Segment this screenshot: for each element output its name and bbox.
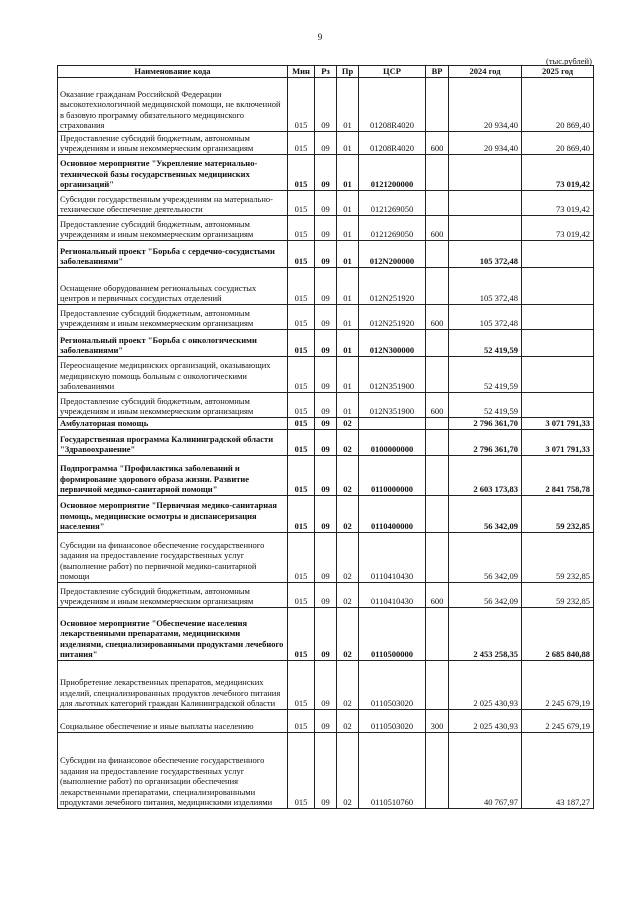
- cell-2025: [522, 357, 594, 393]
- cell-2024: 2 025 430,93: [449, 710, 522, 733]
- cell-name: Оснащение оборудованием региональных сосудистых центров и первичных сосудистых отделений: [58, 268, 288, 305]
- cell-2024: 2 796 361,70: [449, 418, 522, 430]
- cell-rz: 09: [315, 78, 337, 132]
- cell-vr: 600: [426, 305, 449, 330]
- cell-min: 015: [288, 661, 315, 710]
- table-row: [58, 330, 594, 357]
- cell-name: Основное мероприятие "Обеспечение населения лекарственными препаратами, медицинскими изделиями, специализированными продуктами лечебного питания": [58, 608, 288, 661]
- cell-min: 015: [288, 305, 315, 330]
- table-row: [58, 241, 594, 268]
- table-row: [58, 393, 594, 418]
- cell-pr: 02: [337, 733, 359, 809]
- cell-vr: [426, 608, 449, 661]
- units-note: (тыс.рублей): [546, 56, 592, 66]
- cell-rz: 09: [315, 132, 337, 155]
- cell-2024: 105 372,48: [449, 241, 522, 268]
- cell-2024: 52 419,59: [449, 357, 522, 393]
- cell-pr: 02: [337, 583, 359, 608]
- cell-2024: 20 934,40: [449, 78, 522, 132]
- cell-name: Субсидии на финансовое обеспечение государственного задания на предоставление государственных услуг (выполнение работ) по первичной медико-санитарной помощи: [58, 533, 288, 583]
- cell-2024: 105 372,48: [449, 305, 522, 330]
- cell-csr: 0110503020: [359, 661, 426, 710]
- cell-rz: 09: [315, 216, 337, 241]
- cell-rz: 09: [315, 418, 337, 430]
- cell-name: Предоставление субсидий бюджетным, автономным учреждениям и иным некоммерческим организациям: [58, 305, 288, 330]
- cell-2025: [522, 330, 594, 357]
- cell-min: 015: [288, 78, 315, 132]
- cell-2025: 43 187,27: [522, 733, 594, 809]
- cell-vr: [426, 496, 449, 533]
- cell-2024: 2 025 430,93: [449, 661, 522, 710]
- cell-rz: 09: [315, 357, 337, 393]
- cell-2025: 73 019,42: [522, 191, 594, 216]
- cell-rz: 09: [315, 241, 337, 268]
- header-2024: 2024 год: [449, 66, 522, 78]
- cell-min: 015: [288, 155, 315, 191]
- cell-2024: 40 767,97: [449, 733, 522, 809]
- cell-pr: 01: [337, 78, 359, 132]
- table-row: [58, 418, 594, 430]
- cell-rz: 09: [315, 393, 337, 418]
- cell-vr: [426, 456, 449, 496]
- cell-vr: [426, 78, 449, 132]
- cell-min: 015: [288, 241, 315, 268]
- cell-pr: 02: [337, 456, 359, 496]
- cell-pr: 01: [337, 330, 359, 357]
- table-row: [58, 268, 594, 305]
- cell-min: 015: [288, 357, 315, 393]
- cell-csr: 0110510760: [359, 733, 426, 809]
- cell-2024: 20 934,40: [449, 132, 522, 155]
- cell-min: 015: [288, 583, 315, 608]
- cell-2025: 3 071 791,33: [522, 418, 594, 430]
- cell-pr: 01: [337, 393, 359, 418]
- table-row: [58, 132, 594, 155]
- header-min: Мин: [288, 66, 315, 78]
- cell-name: Социальное обеспечение и иные выплаты населению: [58, 710, 288, 733]
- cell-2024: 56 342,09: [449, 496, 522, 533]
- cell-name: Региональный проект "Борьба с сердечно-сосудистыми заболеваниями": [58, 241, 288, 268]
- cell-pr: 02: [337, 661, 359, 710]
- cell-csr: 0121269050: [359, 216, 426, 241]
- budget-table: [57, 65, 594, 809]
- cell-vr: [426, 191, 449, 216]
- cell-2025: [522, 305, 594, 330]
- cell-min: 015: [288, 418, 315, 430]
- table-row: [58, 155, 594, 191]
- cell-name: Переоснащение медицинских организаций, оказывающих медицинскую помощь больным с онкологическими заболеваниями: [58, 357, 288, 393]
- cell-name: Оказание гражданам Российской Федерации высокотехнологичной медицинской помощи, не включенной в базовую программу обязательного медицинского страхования: [58, 78, 288, 132]
- cell-csr: 0110500000: [359, 608, 426, 661]
- cell-rz: 09: [315, 710, 337, 733]
- cell-min: 015: [288, 710, 315, 733]
- cell-csr: 0110503020: [359, 710, 426, 733]
- cell-2025: 2 841 758,78: [522, 456, 594, 496]
- cell-csr: [359, 418, 426, 430]
- cell-min: 015: [288, 533, 315, 583]
- cell-2025: 59 232,85: [522, 583, 594, 608]
- table-row: [58, 608, 594, 661]
- table-row: [58, 78, 594, 132]
- table-header-row: [58, 66, 594, 78]
- cell-pr: 01: [337, 132, 359, 155]
- cell-2024: 105 372,48: [449, 268, 522, 305]
- cell-csr: 0100000000: [359, 430, 426, 456]
- cell-name: Региональный проект "Борьба с онкологическими заболеваниями": [58, 330, 288, 357]
- cell-rz: 09: [315, 608, 337, 661]
- cell-csr: 012N351900: [359, 393, 426, 418]
- cell-2025: 20 869,40: [522, 78, 594, 132]
- cell-name: Субсидии государственным учреждениям на материально-техническое обеспечение деятельности: [58, 191, 288, 216]
- cell-rz: 09: [315, 456, 337, 496]
- cell-name: Основное мероприятие "Укрепление материально-технической базы государственных медицинских организаций": [58, 155, 288, 191]
- cell-pr: 01: [337, 191, 359, 216]
- cell-pr: 02: [337, 710, 359, 733]
- cell-2024: 56 342,09: [449, 533, 522, 583]
- table-row: [58, 357, 594, 393]
- cell-min: 015: [288, 496, 315, 533]
- cell-2024: [449, 155, 522, 191]
- table-row: [58, 430, 594, 456]
- cell-pr: 01: [337, 241, 359, 268]
- cell-csr: 0110400000: [359, 496, 426, 533]
- cell-vr: [426, 155, 449, 191]
- cell-vr: [426, 241, 449, 268]
- cell-csr: 012N200000: [359, 241, 426, 268]
- cell-min: 015: [288, 132, 315, 155]
- table-row: [58, 661, 594, 710]
- cell-2024: 2 796 361,70: [449, 430, 522, 456]
- cell-vr: [426, 430, 449, 456]
- cell-2024: [449, 191, 522, 216]
- cell-csr: 012N251920: [359, 268, 426, 305]
- cell-rz: 09: [315, 496, 337, 533]
- table-row: [58, 733, 594, 809]
- cell-csr: 01208R4020: [359, 132, 426, 155]
- cell-min: 015: [288, 733, 315, 809]
- cell-min: 015: [288, 191, 315, 216]
- cell-min: 015: [288, 456, 315, 496]
- cell-rz: 09: [315, 583, 337, 608]
- cell-csr: 0121269050: [359, 191, 426, 216]
- cell-name: Субсидии на финансовое обеспечение государственного задания на предоставление государственных услуг (выполнение работ) по организации обеспечения лекарственными препаратами, специализированными продуктами лечебного питания, медицинскими изделиями: [58, 733, 288, 809]
- cell-rz: 09: [315, 330, 337, 357]
- table-row: [58, 456, 594, 496]
- cell-2025: 73 019,42: [522, 216, 594, 241]
- cell-csr: 012N351900: [359, 357, 426, 393]
- cell-2025: [522, 393, 594, 418]
- cell-pr: 01: [337, 357, 359, 393]
- cell-vr: [426, 733, 449, 809]
- table-row: [58, 496, 594, 533]
- table-row: [58, 583, 594, 608]
- cell-rz: 09: [315, 533, 337, 583]
- cell-rz: 09: [315, 733, 337, 809]
- table-row: [58, 191, 594, 216]
- cell-name: Амбулаторная помощь: [58, 418, 288, 430]
- cell-2025: 59 232,85: [522, 533, 594, 583]
- header-rz: Рз: [315, 66, 337, 78]
- cell-2024: 56 342,09: [449, 583, 522, 608]
- cell-2025: 2 245 679,19: [522, 661, 594, 710]
- header-name: Наименование кода: [58, 66, 288, 78]
- cell-pr: 01: [337, 155, 359, 191]
- cell-rz: 09: [315, 305, 337, 330]
- cell-min: 015: [288, 216, 315, 241]
- cell-2025: 73 019,42: [522, 155, 594, 191]
- table-row: [58, 305, 594, 330]
- cell-2025: 2 685 840,88: [522, 608, 594, 661]
- cell-name: Государственная программа Калининградской области "Здравоохранение": [58, 430, 288, 456]
- header-csr: ЦСР: [359, 66, 426, 78]
- cell-pr: 02: [337, 533, 359, 583]
- cell-min: 015: [288, 608, 315, 661]
- cell-2025: [522, 268, 594, 305]
- cell-rz: 09: [315, 268, 337, 305]
- cell-pr: 02: [337, 430, 359, 456]
- cell-min: 015: [288, 430, 315, 456]
- cell-vr: [426, 661, 449, 710]
- cell-name: Предоставление субсидий бюджетным, автономным учреждениям и иным некоммерческим организациям: [58, 216, 288, 241]
- cell-csr: 0121200000: [359, 155, 426, 191]
- header-pr: Пр: [337, 66, 359, 78]
- cell-pr: 02: [337, 496, 359, 533]
- cell-rz: 09: [315, 155, 337, 191]
- cell-vr: 600: [426, 216, 449, 241]
- cell-2024: 52 419,59: [449, 393, 522, 418]
- cell-vr: [426, 418, 449, 430]
- cell-name: Подпрограмма "Профилактика заболеваний и формирование здорового образа жизни. Развитие первичной медико-санитарной помощи": [58, 456, 288, 496]
- cell-2024: 2 603 173,83: [449, 456, 522, 496]
- cell-min: 015: [288, 393, 315, 418]
- page-number: 9: [317, 32, 323, 42]
- cell-vr: [426, 533, 449, 583]
- cell-csr: 01208R4020: [359, 78, 426, 132]
- cell-2024: 2 453 258,35: [449, 608, 522, 661]
- cell-min: 015: [288, 330, 315, 357]
- table-row: [58, 533, 594, 583]
- cell-vr: 600: [426, 132, 449, 155]
- cell-2024: 52 419,59: [449, 330, 522, 357]
- cell-name: Предоставление субсидий бюджетным, автономным учреждениям и иным некоммерческим организациям: [58, 583, 288, 608]
- table-row: [58, 216, 594, 241]
- cell-vr: 600: [426, 583, 449, 608]
- cell-vr: [426, 268, 449, 305]
- cell-2025: [522, 241, 594, 268]
- cell-vr: 600: [426, 393, 449, 418]
- cell-2024: [449, 216, 522, 241]
- cell-name: Основное мероприятие "Первичная медико-санитарная помощь, медицинские осмотры и диспансеризация населения": [58, 496, 288, 533]
- cell-csr: 0110410430: [359, 533, 426, 583]
- table-row: [58, 710, 594, 733]
- cell-csr: 012N251920: [359, 305, 426, 330]
- cell-2025: 59 232,85: [522, 496, 594, 533]
- cell-pr: 01: [337, 268, 359, 305]
- cell-min: 015: [288, 268, 315, 305]
- cell-pr: 02: [337, 608, 359, 661]
- cell-2025: 20 869,40: [522, 132, 594, 155]
- cell-vr: [426, 330, 449, 357]
- cell-csr: 0110410430: [359, 583, 426, 608]
- cell-csr: 0110000000: [359, 456, 426, 496]
- cell-pr: 02: [337, 418, 359, 430]
- header-2025: 2025 год: [522, 66, 594, 78]
- cell-pr: 01: [337, 305, 359, 330]
- cell-rz: 09: [315, 191, 337, 216]
- cell-name: Предоставление субсидий бюджетным, автономным учреждениям и иным некоммерческим организациям: [58, 132, 288, 155]
- cell-csr: 012N300000: [359, 330, 426, 357]
- cell-2025: 3 071 791,33: [522, 430, 594, 456]
- cell-2025: 2 245 679,19: [522, 710, 594, 733]
- cell-name: Предоставление субсидий бюджетным, автономным учреждениям и иным некоммерческим организациям: [58, 393, 288, 418]
- cell-rz: 09: [315, 430, 337, 456]
- cell-vr: 300: [426, 710, 449, 733]
- cell-name: Приобретение лекарственных препаратов, медицинских изделий, специализированных продуктов лечебного питания для льготных категорий граждан Калининградской области: [58, 661, 288, 710]
- cell-pr: 01: [337, 216, 359, 241]
- header-vr: ВР: [426, 66, 449, 78]
- cell-vr: [426, 357, 449, 393]
- cell-rz: 09: [315, 661, 337, 710]
